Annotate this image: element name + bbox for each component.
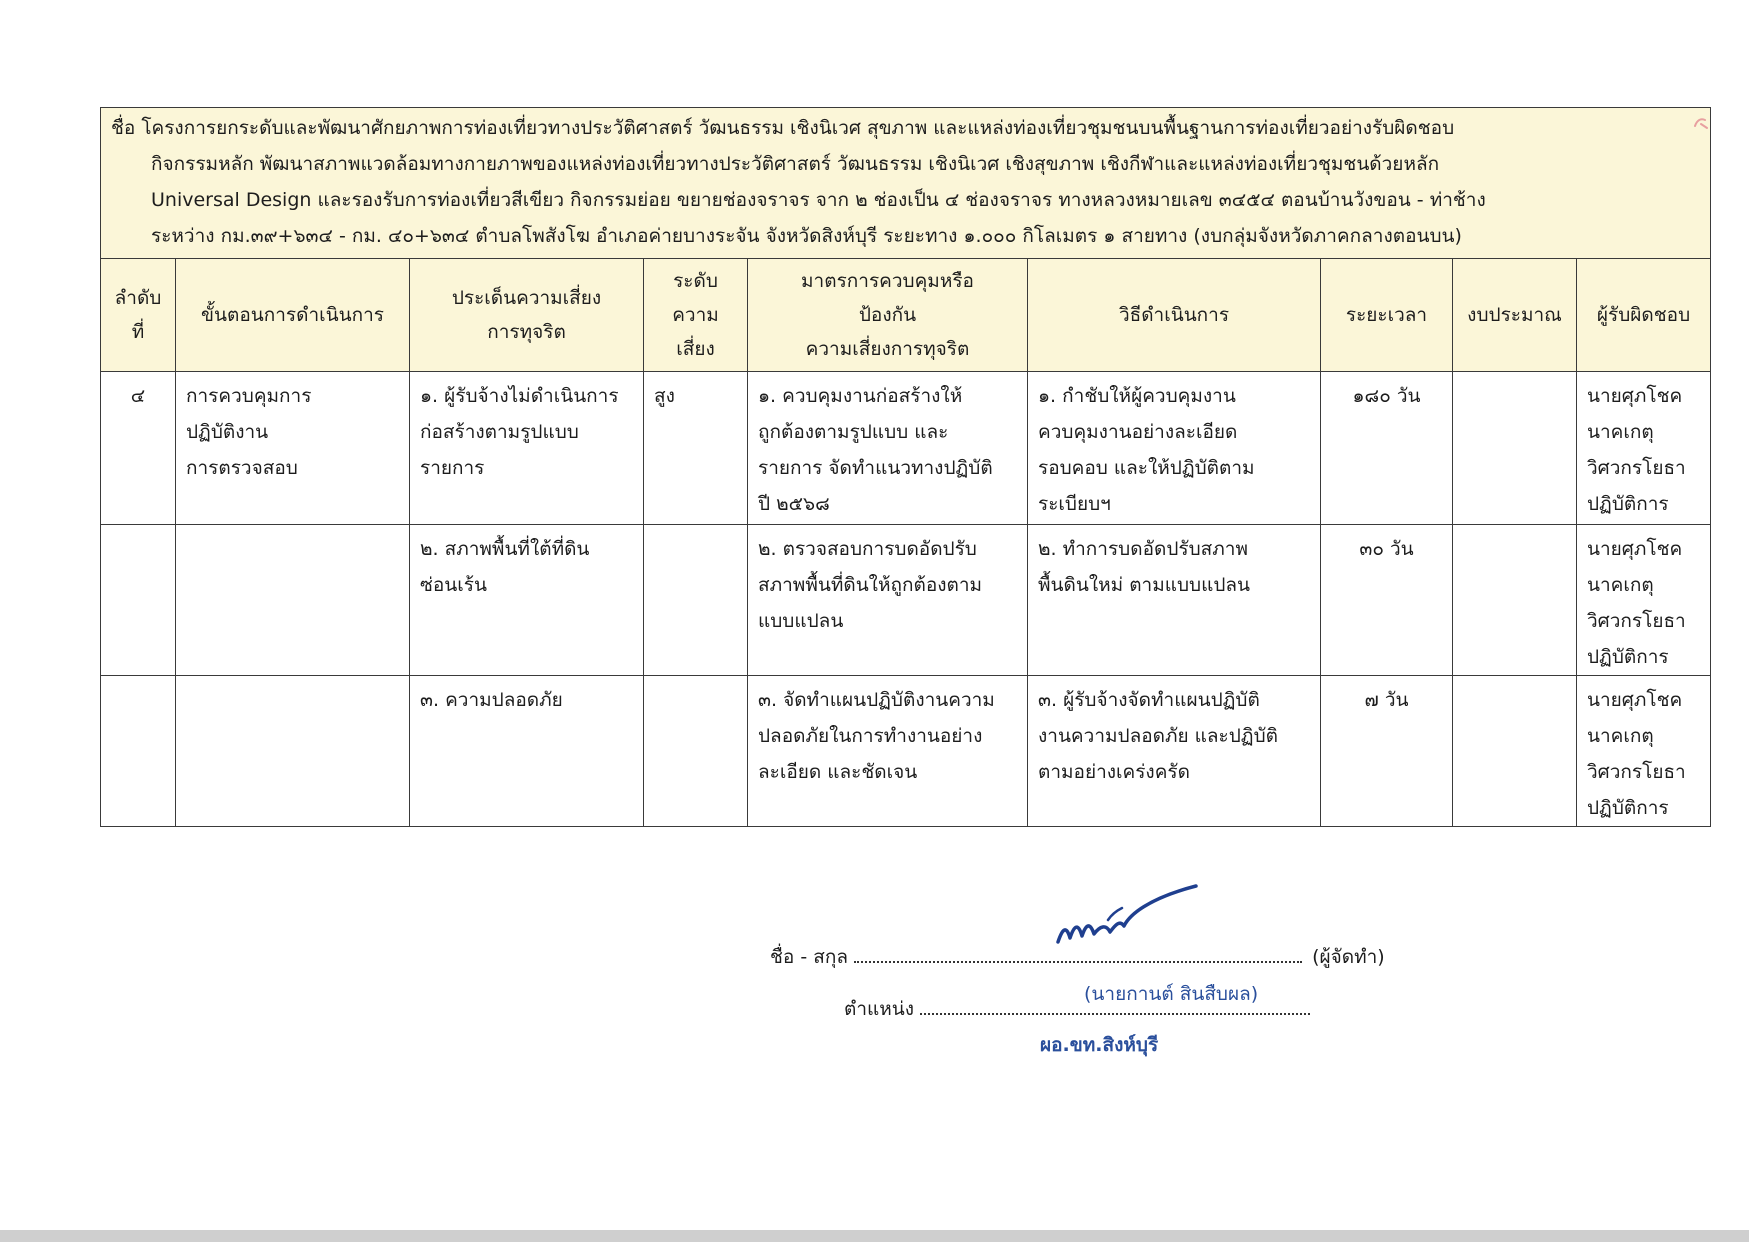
cell-method: ๒. ทำการบดอัดปรับสภาพ พื้นดินใหม่ ตามแบบแปลน [1028,525,1321,676]
cell-duration: ๑๘๐ วัน [1321,372,1453,525]
project-title-text-1: โครงการยกระดับและพัฒนาศักยภาพการท่องเที่ยวทางประวัติศาสตร์ วัฒนธรรม เชิงนิเวศ สุขภาพ และแหล่งท่องเที่ยวชุมชนบนพื้นฐานการท่องเที่ยวอย่างรับผิดชอบ [141,117,1455,139]
cell-control: ๒. ตรวจสอบการบดอัดปรับ สภาพพื้นที่ดินให้ถูกต้องตาม แบบแปลน [748,525,1028,676]
cell-order [101,525,176,676]
position-label: ตำแหน่ง [844,998,915,1020]
cell-risk-issue: ๒. สภาพพื้นที่ใต้ที่ดิน ซ่อนเร้น [410,525,644,676]
cell-responsible: นายศุภโชค นาคเกตุ วิศวกรโยธา ปฏิบัติการ [1577,372,1711,525]
header-row [101,259,1711,372]
header-method: วิธีดำเนินการ [1028,259,1321,372]
cell-order [101,676,176,827]
header-step: ขั้นตอนการดำเนินการ [176,259,410,372]
cell-risk-level [644,676,748,827]
cell-risk-level [644,525,748,676]
header-control: มาตรการควบคุมหรือ ป้องกัน ความเสี่ยงการทุจริต [748,259,1028,372]
risk-table [100,107,1711,827]
signature-position-line [844,983,1410,1027]
cell-method: ๓. ผู้รับจ้างจัดทำแผนปฏิบัติ งานความปลอดภัย และปฏิบัติ ตามอย่างเคร่งครัด [1028,676,1321,827]
signature-name-line [770,935,1410,975]
project-title [101,108,1711,259]
cell-responsible: นายศุภโชค นาคเกตุ วิศวกรโยธา ปฏิบัติการ [1577,676,1711,827]
cell-responsible: นายศุภโชค นาคเกตุ วิศวกรโยธา ปฏิบัติการ [1577,525,1711,676]
table-row [101,372,1711,525]
header-responsible: ผู้รับผิดชอบ [1577,259,1711,372]
cell-control: ๓. จัดทำแผนปฏิบัติงานความ ปลอดภัยในการทำงานอย่าง ละเอียด และชัดเจน [748,676,1028,827]
cell-risk-level: สูง [644,372,748,525]
project-title-label: ชื่อ [111,117,136,139]
cell-budget [1453,525,1577,676]
table-row [101,676,1711,827]
signer-name: (นายกานต์ สินสืบผล) [1084,983,1259,1005]
role-label: (ผู้จัดทำ) [1312,946,1385,968]
header-risk-issue: ประเด็นความเสี่ยง การทุจริต [410,259,644,372]
cell-duration: ๗ วัน [1321,676,1453,827]
cell-duration: ๓๐ วัน [1321,525,1453,676]
cell-order: ๔ [101,372,176,525]
cell-risk-issue: ๓. ความปลอดภัย [410,676,644,827]
scan-bottom-edge [0,1230,1749,1242]
cell-step: การควบคุมการ ปฏิบัติงาน การตรวจสอบ [176,372,410,525]
project-title-line-2: กิจกรรมหลัก พัฒนาสภาพแวดล้อมทางกายภาพของแหล่งท่องเที่ยวทางประวัติศาสตร์ วัฒนธรรม เชิงนิเวศ เชิงสุขภาพ เชิงกีฬาและแหล่งท่องเที่ยวชุมชนด้วยหลัก [151,153,1440,175]
header-risk-level: ระดับ ความ เสี่ยง [644,259,748,372]
project-title-line-1 [111,110,1700,146]
name-label: ชื่อ - สกุล [770,946,848,968]
cell-method: ๑. กำชับให้ผู้ควบคุมงาน ควบคุมงานอย่างละเอียด รอบคอบ และให้ปฏิบัติตาม ระเบียบฯ [1028,372,1321,525]
header-order: ลำดับ ที่ [101,259,176,372]
cell-step [176,525,410,676]
cell-control: ๑. ควบคุมงานก่อสร้างให้ ถูกต้องตามรูปแบบ และ รายการ จัดทำแนวทางปฏิบัติ ปี ๒๕๖๘ [748,372,1028,525]
header-duration: ระยะเวลา [1321,259,1453,372]
table-row [101,525,1711,676]
signer-position: ผอ.ขท.สิงห์บุรี [1040,1034,1159,1056]
project-title-line-4: ระหว่าง กม.๓๙+๖๓๔ - กม. ๔๐+๖๓๔ ตำบลโพสังโฆ อำเภอค่ายบางระจัน จังหวัดสิงห์บุรี ระยะทาง ๑.๐๐๐ กิโลเมตร ๑ สายทาง (งบกลุ่มจังหวัดภาคกลางตอนบน) [151,225,1462,247]
cell-budget [1453,372,1577,525]
handwritten-signature [1050,880,1200,960]
title-row [101,108,1711,259]
cell-step [176,676,410,827]
header-budget: งบประมาณ [1453,259,1577,372]
signature-block [770,935,1410,1027]
project-title-line-3: Universal Design และรองรับการท่องเที่ยวสีเขียว กิจกรรมย่อย ขยายช่องจราจร จาก ๒ ช่องเป็น ๔ ช่องจราจร ทางหลวงหมายเลข ๓๔๕๔ ตอนบ้านวังขอน - ท่าช้าง [151,189,1486,211]
corner-mark-icon [1691,112,1713,134]
cell-risk-issue: ๑. ผู้รับจ้างไม่ดำเนินการ ก่อสร้างตามรูปแบบ รายการ [410,372,644,525]
cell-budget [1453,676,1577,827]
